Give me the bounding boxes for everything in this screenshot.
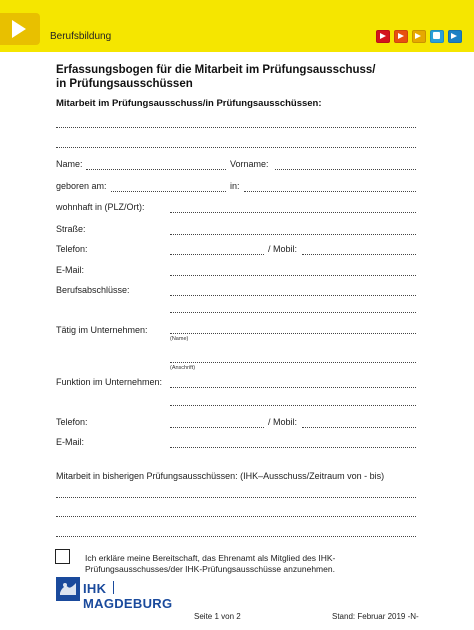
mobil-label: / Mobil: [268, 244, 298, 254]
telefon2-label: Telefon: [56, 417, 88, 427]
declaration-line1: Ich erkläre meine Bereitschaft, das Ehrenamt als Mitglied des IHK- [85, 553, 336, 563]
funktion-field-1[interactable] [170, 387, 416, 388]
committee-field-1[interactable] [56, 127, 416, 128]
form-title-line2: in Prüfungsausschüssen [56, 78, 193, 90]
declaration-text [85, 553, 335, 575]
nav-yellow-icon[interactable] [412, 30, 426, 43]
nav-red-icon[interactable] [376, 30, 390, 43]
ihk-label: IHK [83, 581, 107, 596]
mobil2-field[interactable] [302, 427, 416, 428]
anschrift-hint: (Anschrift) [170, 365, 196, 371]
ihk-wordmark [83, 581, 183, 611]
nav-blue-icon[interactable] [430, 30, 444, 43]
brand-title: Berufsbildung [50, 31, 112, 42]
vorname-label: Vorname: [230, 159, 269, 169]
name-label: Name: [56, 159, 83, 169]
name-field[interactable] [86, 169, 226, 170]
form-title-line1: Erfassungsbogen für die Mitarbeit im Prüfungsausschuss/ [56, 64, 376, 76]
declaration-checkbox[interactable] [55, 549, 70, 564]
wohnhaft-label: wohnhaft in (PLZ/Ort): [56, 202, 145, 212]
form-title [56, 63, 376, 91]
bisherige-label: Mitarbeit in bisherigen Prüfungsausschüssen: (IHK–Ausschuss/Zeitraum von - bis) [56, 471, 385, 481]
berufsabschluesse-label: Berufsabschlüsse: [56, 285, 130, 295]
play-logo-icon [0, 13, 40, 45]
email2-label: E-Mail: [56, 437, 85, 447]
telefon2-field[interactable] [170, 427, 264, 428]
nav-orange-icon[interactable] [394, 30, 408, 43]
email2-field[interactable] [170, 447, 416, 448]
bisherige-field-3[interactable] [56, 536, 416, 537]
vorname-field[interactable] [275, 169, 416, 170]
email-label: E-Mail: [56, 265, 85, 275]
page-number: Seite 1 von 2 [194, 612, 241, 621]
strasse-field[interactable] [170, 234, 416, 235]
nav-cyan-icon[interactable] [448, 30, 462, 43]
strasse-label: Straße: [56, 224, 86, 234]
berufsabschluesse-field-1[interactable] [170, 295, 416, 296]
funktion-label: Funktion im Unternehmen: [56, 377, 163, 387]
berufsabschluesse-field-2[interactable] [170, 312, 416, 313]
nav-icons [376, 30, 462, 43]
mobil-field[interactable] [302, 254, 416, 255]
city-label: MAGDEBURG [83, 596, 173, 611]
unternehmen-name-field[interactable] [170, 333, 416, 334]
declaration-line2: Prüfungsausschusses/der IHK-Prüfungsausschüsse anzunehmen. [85, 564, 335, 574]
ihk-magdeburg-logo [56, 577, 183, 611]
geburtsort-field[interactable] [244, 191, 416, 192]
email-field[interactable] [170, 275, 416, 276]
geboren-label: geboren am: [56, 181, 107, 191]
bisherige-field-2[interactable] [56, 516, 416, 517]
ihk-emblem-icon [56, 577, 80, 601]
bisherige-field-1[interactable] [56, 497, 416, 498]
funktion-field-2[interactable] [170, 405, 416, 406]
geboren-field[interactable] [111, 191, 226, 192]
geburtsort-label: in: [230, 181, 240, 191]
revision-date: Stand: Februar 2019 -N- [332, 612, 419, 621]
name-hint: (Name) [170, 336, 189, 342]
taetig-label: Tätig im Unternehmen: [56, 325, 148, 335]
telefon-field[interactable] [170, 254, 264, 255]
header-banner [0, 0, 474, 52]
telefon-label: Telefon: [56, 244, 88, 254]
form-subtitle: Mitarbeit im Prüfungsausschuss/in Prüfungsausschüssen: [56, 98, 322, 109]
mobil2-label: / Mobil: [268, 417, 298, 427]
wohnhaft-field[interactable] [170, 212, 416, 213]
committee-field-2[interactable] [56, 147, 416, 148]
unternehmen-anschrift-field[interactable] [170, 362, 416, 363]
